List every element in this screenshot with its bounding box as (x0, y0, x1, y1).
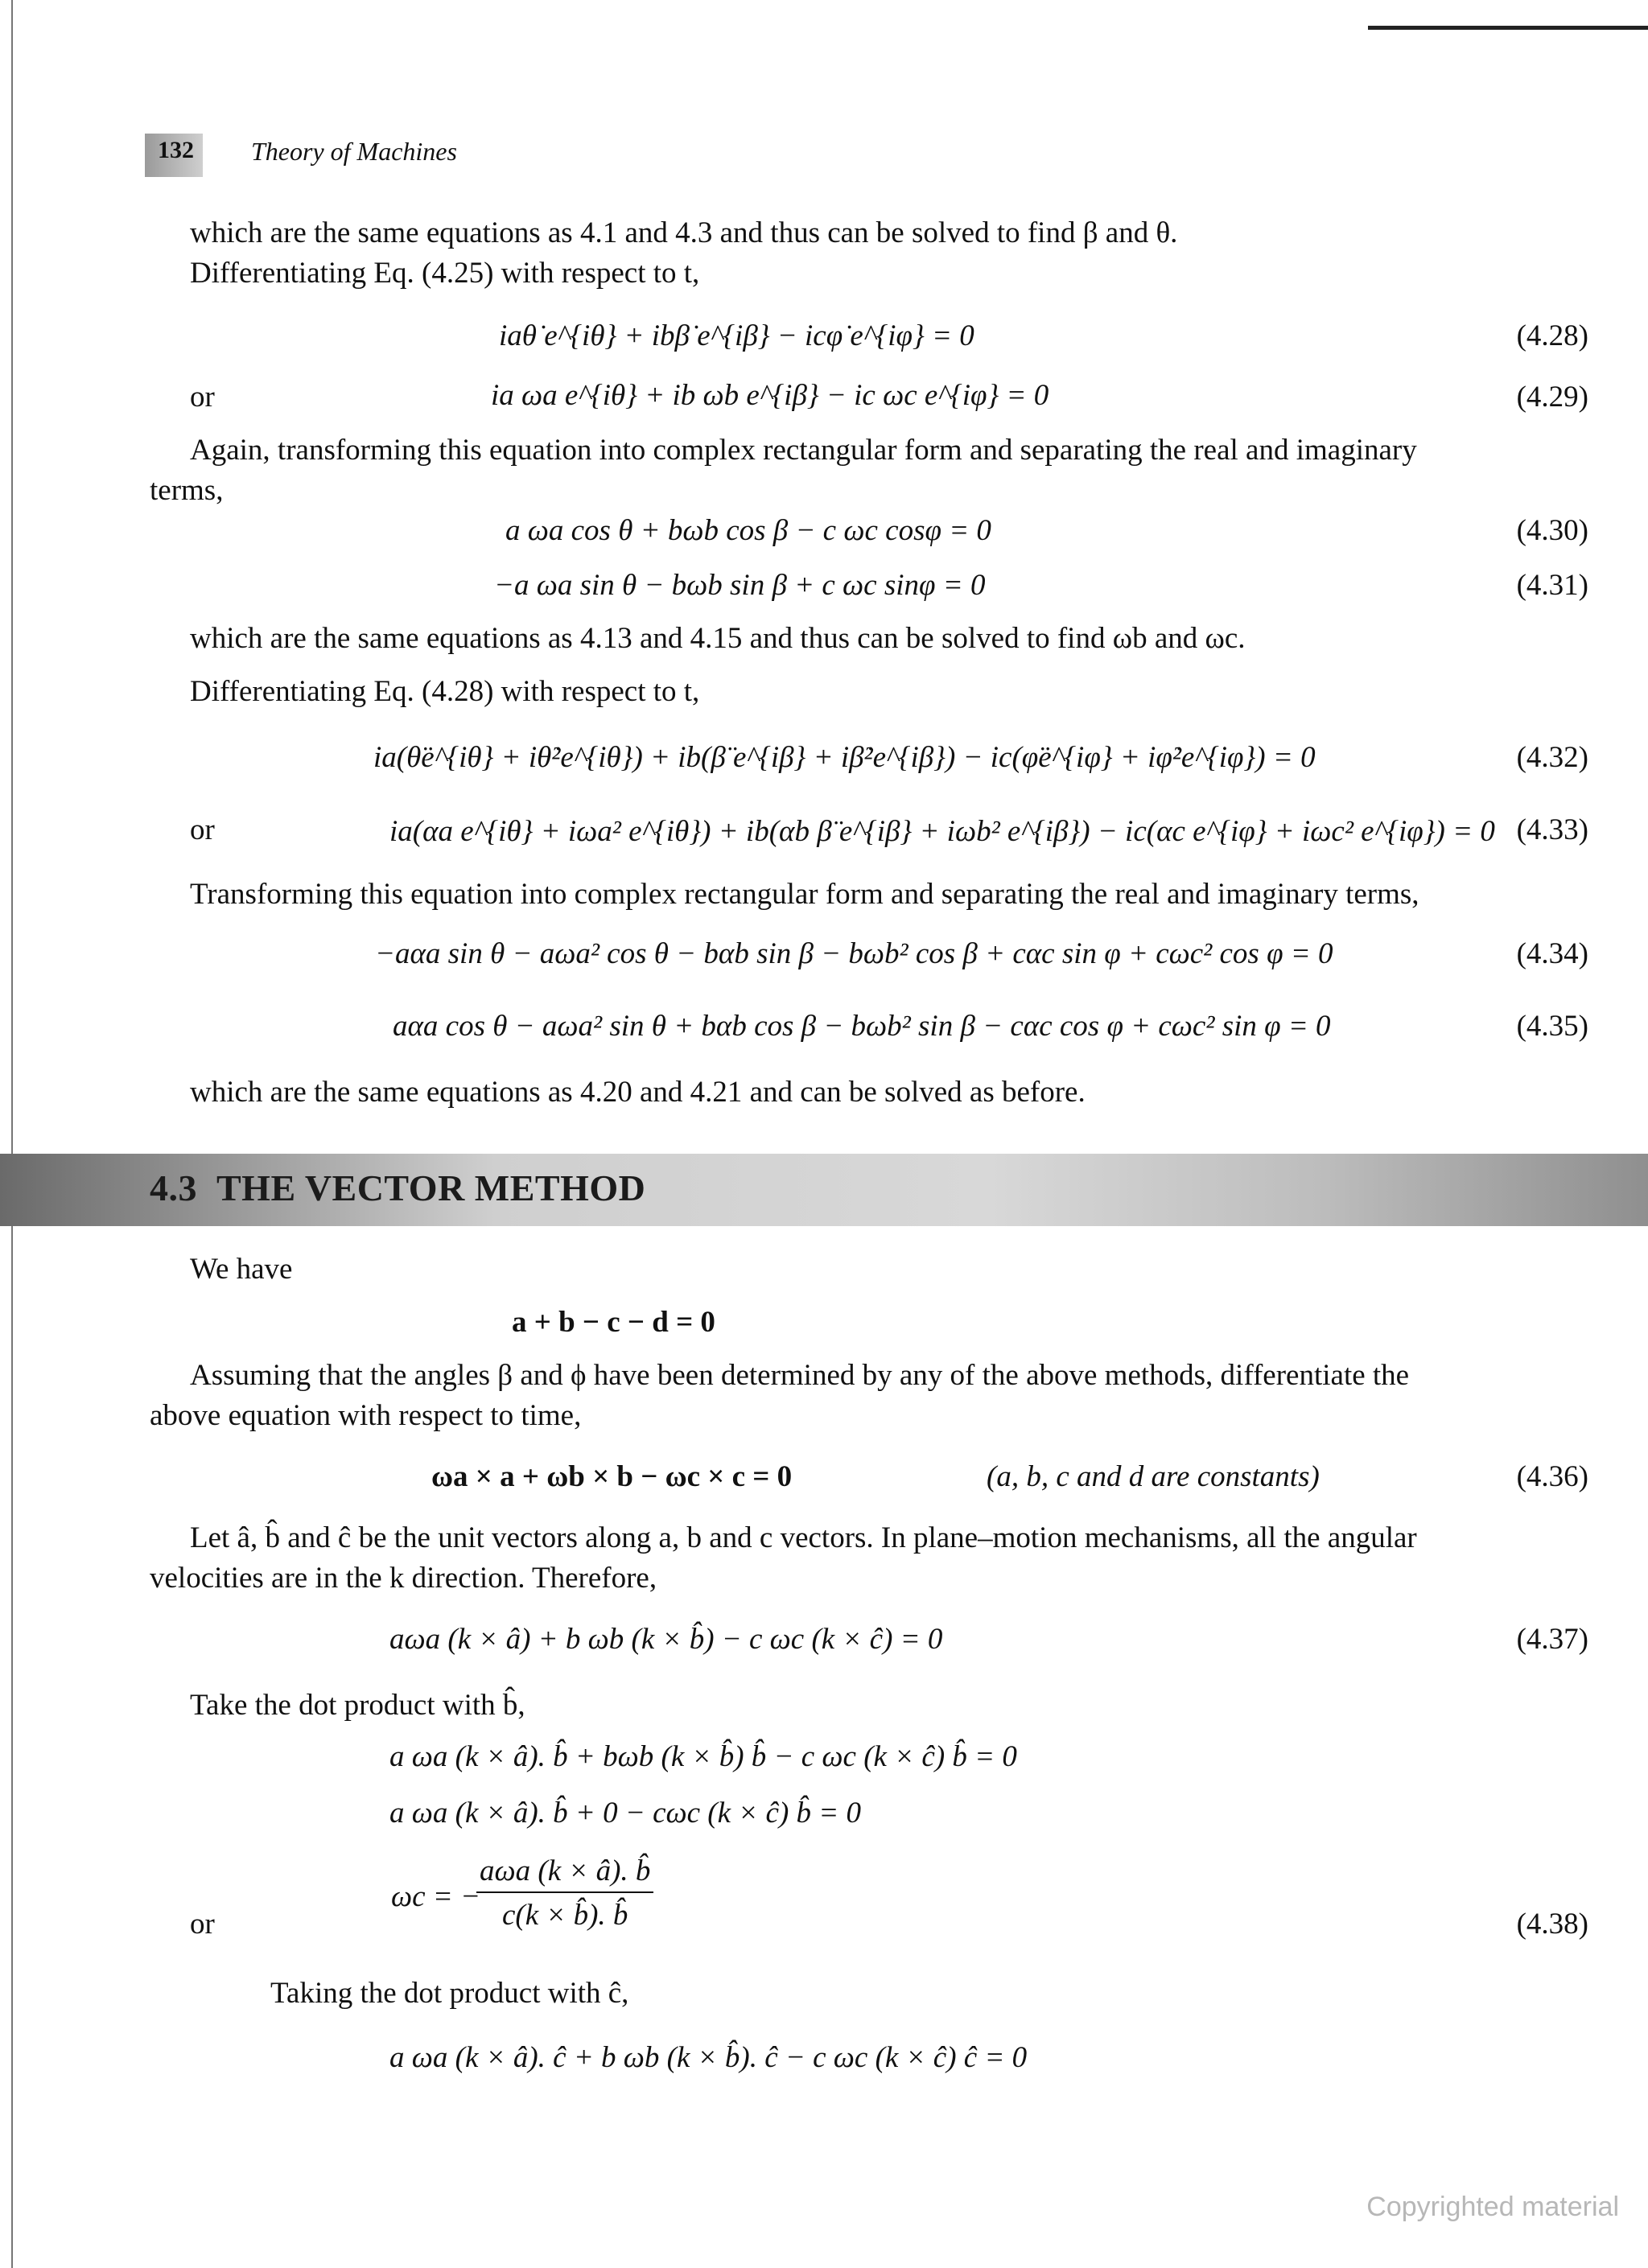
text-line: Let â, b̂ and ĉ be the unit vectors along a, b and c vectors. In plane–motion mechanisms, all the angular (190, 1521, 1417, 1554)
text-line: Differentiating Eq. (4.28) with respect to t, (190, 675, 700, 708)
equation-4-38-fraction (476, 1854, 653, 1933)
equation-number: (4.36) (1516, 1460, 1588, 1493)
dot-product-equation: a ωa (k × â). ĉ + b ωb (k × b̂). ĉ − c ωc (k × ĉ) ĉ = 0 (389, 2041, 1028, 2074)
page-edge-line (11, 0, 13, 2268)
text-line: velocities are in the k direction. Therefore, (150, 1562, 657, 1595)
dot-product-equation: a ωa (k × â). b̂ + bωb (k × b̂) b̂ − c ωc (k × ĉ) b̂ = 0 (389, 1740, 1017, 1773)
equation-number: (4.37) (1516, 1623, 1588, 1656)
text-line: which are the same equations as 4.13 and 4.15 and thus can be solved to find ωb and ωc. (190, 622, 1246, 655)
equation-4-31: −a ωa sin θ − bωb sin β + c ωc sinφ = 0 (494, 569, 986, 602)
text-line: Assuming that the angles β and ϕ have been determined by any of the above methods, differentiate the (190, 1359, 1410, 1392)
text-line: above equation with respect to time, (150, 1399, 582, 1432)
equation-number: (4.29) (1516, 381, 1588, 414)
equation-4-32: ia(θ̈e^{iθ} + iθ̇²e^{iθ}) + ib(β̈ e^{iβ} + iβ̇²e^{iβ}) − ic(φ̈e^{iφ} + iφ̇²e^{iφ}) = 0 (373, 741, 1316, 774)
header-rule (1368, 26, 1648, 30)
page-number: 132 (158, 137, 194, 163)
or-label: or (190, 1908, 215, 1941)
vector-equation: a + b − c − d = 0 (512, 1306, 715, 1339)
or-label: or (190, 813, 215, 846)
equation-number: (4.38) (1516, 1908, 1588, 1941)
equation-number: (4.35) (1516, 1010, 1588, 1043)
equation-4-36: ωa × a + ωb × b − ωc × c = 0 (431, 1460, 793, 1493)
equation-4-34: −aαa sin θ − aωa² cos θ − bαb sin β − bωb² cos β + cαc sin φ + cωc² cos φ = 0 (375, 937, 1333, 970)
running-title: Theory of Machines (251, 137, 457, 166)
text-line: Take the dot product with b̂, (190, 1689, 525, 1722)
equation-number: (4.30) (1516, 514, 1588, 547)
equation-number: (4.32) (1516, 741, 1588, 774)
equation-number: (4.28) (1516, 319, 1588, 352)
text-line: which are the same equations as 4.1 and 4.3 and thus can be solved to find β and θ. (190, 216, 1178, 249)
equation-4-30: a ωa cos θ + bωb cos β − c ωc cosφ = 0 (505, 514, 991, 547)
or-label: or (190, 381, 215, 414)
section-heading (150, 1167, 645, 1209)
fraction-numerator: aωa (k × â). b̂ (476, 1854, 653, 1893)
fraction-denominator: c(k × b̂). b̂ (501, 1899, 628, 1932)
equation-4-38-lhs: ωc = − (391, 1880, 480, 1913)
copyright-watermark: Copyrighted material (1366, 2192, 1619, 2222)
text-line: Taking the dot product with ĉ, (270, 1977, 629, 2010)
equation-4-37: aωa (k × â) + b ωb (k × b̂) − c ωc (k × ĉ) = 0 (389, 1623, 943, 1656)
equation-number: (4.33) (1516, 813, 1588, 846)
equation-number: (4.31) (1516, 569, 1588, 602)
equation-4-33: ia(αa e^{iθ} + iωa² e^{iθ}) + ib(αb β̈ e^{iβ} + iωb² e^{iβ}) − ic(αc e^{iφ} + iωc² e^{iφ}) = 0 (389, 815, 1495, 848)
section-number: 4.3 (150, 1167, 197, 1208)
text-line: Differentiating Eq. (4.25) with respect to t, (190, 257, 700, 290)
text-line: Again, transforming this equation into complex rectangular form and separating the real and imaginary (190, 434, 1417, 467)
text-line: Transforming this equation into complex rectangular form and separating the real and imaginary terms, (190, 878, 1419, 911)
dot-product-equation: a ωa (k × â). b̂ + 0 − cωc (k × ĉ) b̂ = 0 (389, 1797, 861, 1830)
equation-number: (4.34) (1516, 937, 1588, 970)
equation-4-36-note: (a, b, c and d are constants) (987, 1460, 1320, 1493)
section-title: THE VECTOR METHOD (216, 1167, 646, 1208)
text-line: which are the same equations as 4.20 and 4.21 and can be solved as before. (190, 1076, 1086, 1109)
equation-4-28: iaθ̇ e^{iθ} + ibβ̇ e^{iβ} − icφ̇ e^{iφ} = 0 (499, 319, 974, 352)
text-line: terms, (150, 474, 224, 507)
equation-4-29: ia ωa e^{iθ} + ib ωb e^{iβ} − ic ωc e^{iφ} = 0 (491, 379, 1049, 412)
text-line: We have (190, 1253, 293, 1286)
equation-4-35: aαa cos θ − aωa² sin θ + bαb cos β − bωb² sin β − cαc cos φ + cωc² sin φ = 0 (393, 1010, 1331, 1043)
